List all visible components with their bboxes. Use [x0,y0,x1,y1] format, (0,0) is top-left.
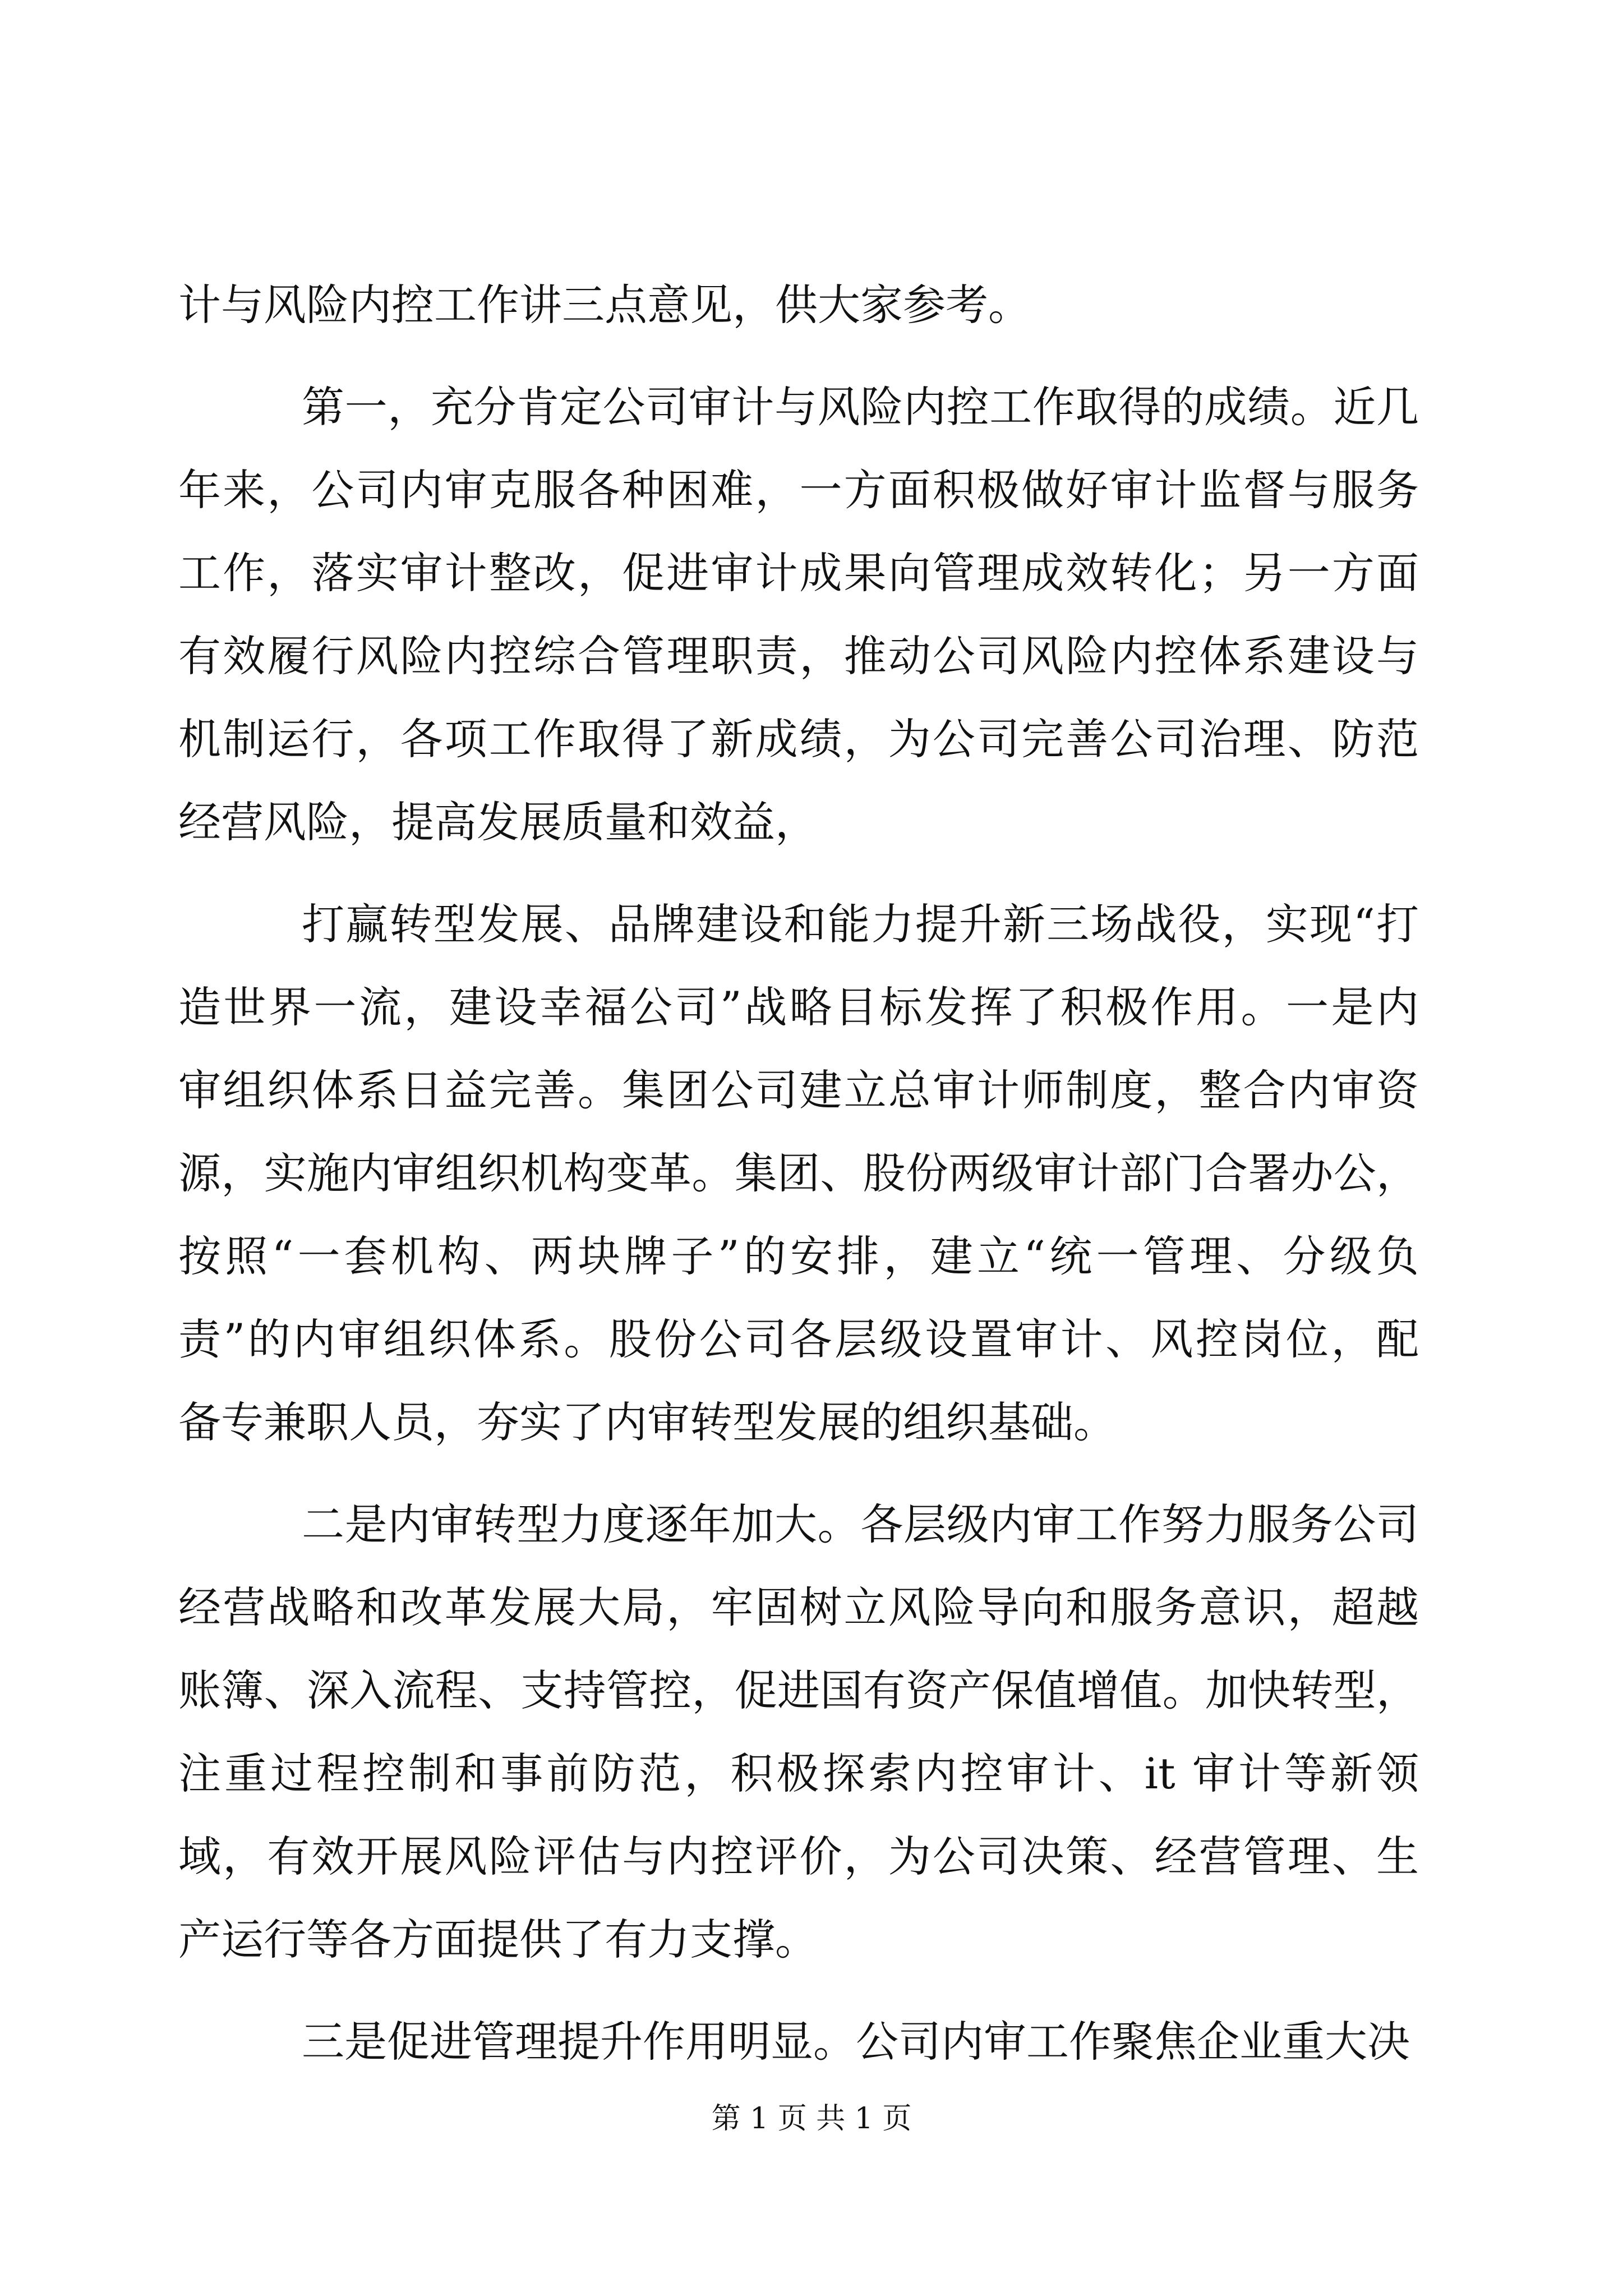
paragraph-gap [178,864,1419,883]
page-footer: 第 1 页 共 1 页 [711,2102,912,2136]
paragraph-line: 源，实施内审组织机构变革。集团、股份两级审计部门合署办公， [178,1148,1419,1198]
paragraph-line: 工作，落实审计整改，促进审计成果向管理成效转化；另一方面 [178,548,1419,598]
paragraph-line: 注重过程控制和事前防范，积极探索内控审计、it 审计等新领 [178,1749,1419,1798]
paragraph-line: 计与风险内控工作讲三点意见，供大家参考。 [178,280,1031,330]
document-body [178,264,1419,2083]
paragraph-line: 责”的内审组织体系。股份公司各层级设置审计、风控岗位，配 [178,1314,1419,1364]
paragraph-line: 二是内审转型力度逐年加大。各层级内审工作努力服务公司 [302,1499,1419,1549]
paragraph-line: 经营战略和改革发展大局，牢固树立风险导向和服务意识，超越 [178,1582,1419,1632]
paragraph-gap [178,347,1419,366]
paragraph-line: 按照“一套机构、两块牌子”的安排，建立“统一管理、分级负 [178,1231,1419,1281]
paragraph-line: 域，有效开展风险评估与内控评价，为公司决策、经营管理、生 [178,1832,1419,1881]
paragraph-line: 产运行等各方面提供了有力支撑。 [178,1915,818,1964]
paragraph-line: 备专兼职人员，夯实了内审转型发展的组织基础。 [178,1397,1116,1447]
paragraph-line: 造世界一流，建设幸福公司”战略目标发挥了积极作用。一是内 [178,982,1419,1032]
paragraph-line: 机制运行，各项工作取得了新成绩，为公司完善公司治理、防范 [178,714,1419,764]
paragraph-gap [178,1464,1419,1483]
paragraph-line: 经营风险，提高发展质量和效益， [178,797,818,847]
paragraph-line: 第一，充分肯定公司审计与风险内控工作取得的成绩。近几 [302,382,1419,432]
paragraph-line: 有效履行风险内控综合管理职责，推动公司风险内控体系建设与 [178,631,1419,681]
paragraph-line: 审组织体系日益完善。集团公司建立总审计师制度，整合内审资 [178,1065,1419,1115]
paragraph-line: 打赢转型发展、品牌建设和能力提升新三场战役，实现“打 [302,899,1419,949]
paragraph-line: 年来，公司内审克服各种困难，一方面积极做好审计监督与服务 [178,465,1419,515]
paragraph-line: 三是促进管理提升作用明显。公司内审工作聚焦企业重大决 [302,2017,1410,2067]
paragraph-line: 账簿、深入流程、支持管控，促进国有资产保值增值。加快转型， [178,1665,1419,1715]
paragraph-gap [178,1981,1419,2000]
